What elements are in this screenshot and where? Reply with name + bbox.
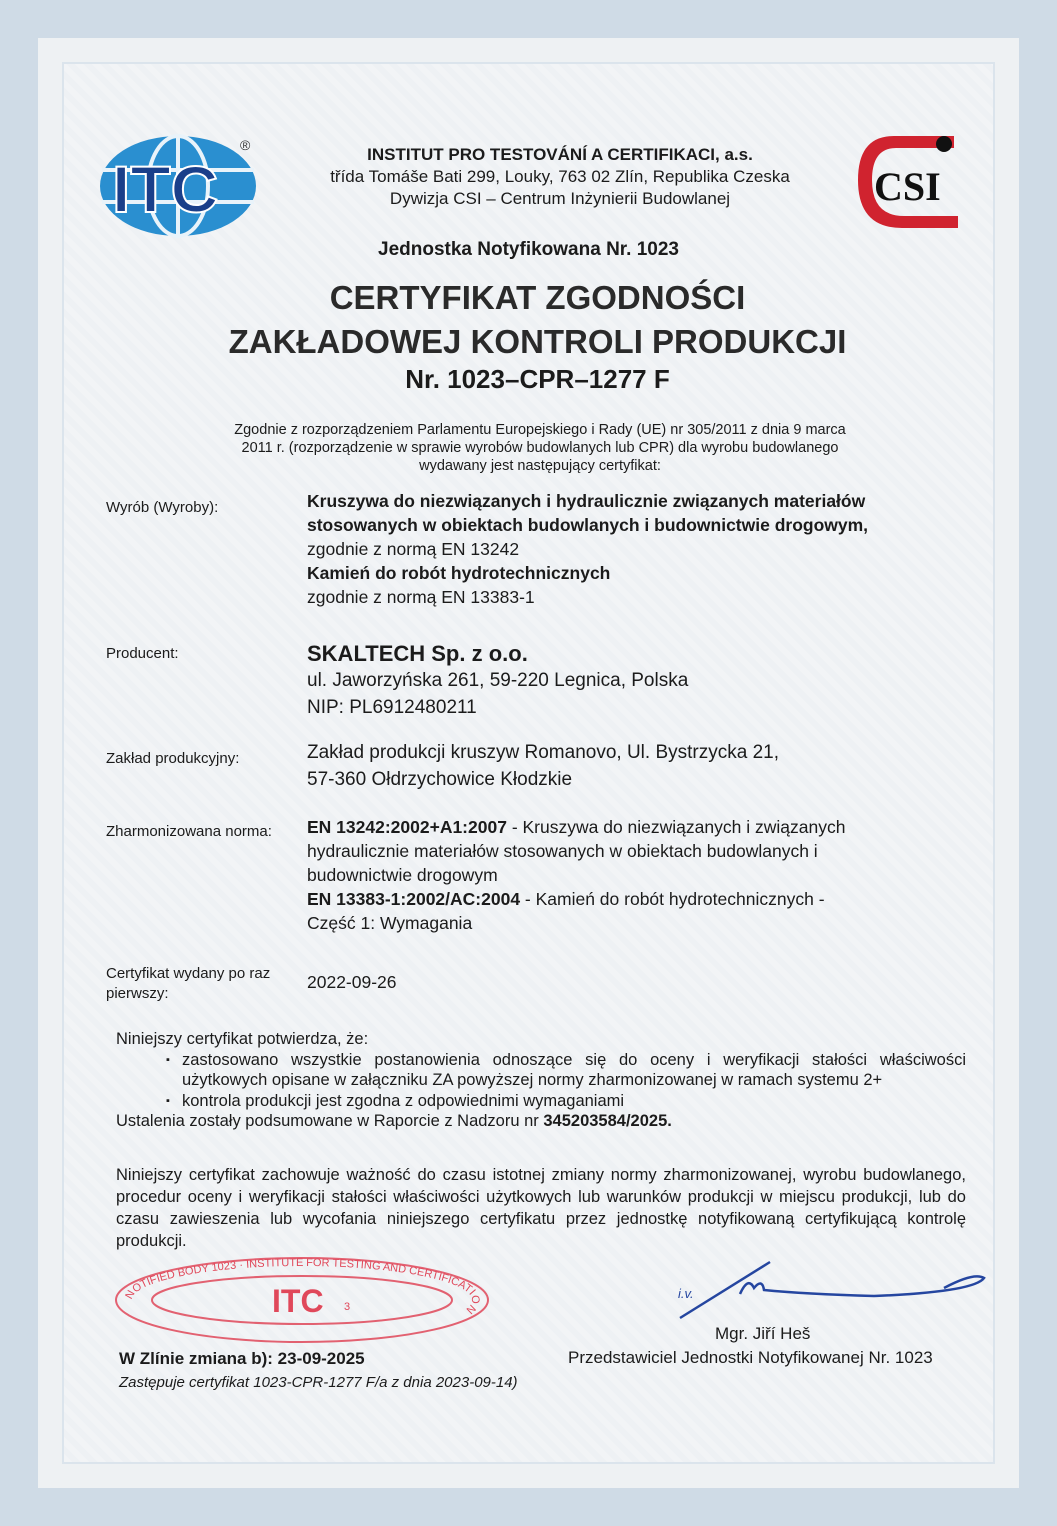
- confirmation-block: [116, 1029, 966, 1132]
- report-number: 345203584/2025.: [543, 1112, 672, 1130]
- first-issued-label: [106, 964, 270, 1004]
- producer-name: SKALTECH Sp. z o.o.: [307, 641, 528, 666]
- product-line: zgodnie z normą EN 13383-1: [307, 587, 535, 607]
- validity-text: Niniejszy certyfikat zachowuje ważność do czasu istotnej zmiany normy zharmonizowanej, wyrobu budowlanego, procedur oceny i weryfikacji stałości właściwości użytkowych lub warunków produkcji w miejscu produkcji, lub do czasu zawieszenia lub wycofania niniejszego certyfikatu przez jednostkę notyfikowaną certyfikującą kontrolę produkcji.: [116, 1166, 966, 1250]
- product-value: [307, 489, 987, 609]
- intro-line: 2011 r. (rozporządzenie w sprawie wyrobów budowlanych lub CPR) dla wyrobu budowlanego: [241, 440, 839, 456]
- standard-1-desc: - Kruszywa do niezwiązanych i związanych: [506, 817, 846, 837]
- certificate-title: [0, 276, 1057, 364]
- confirmation-item: ▪ zastosowano wszystkie postanowienia odnoszące się do oceny i weryfikacji stałości właściwości użytkowych opisane w załączniku ZA powyższej normy zharmonizowanej w ramach systemu 2+: [182, 1050, 966, 1091]
- intro-text: [100, 421, 980, 475]
- itc-logo: [98, 132, 268, 240]
- svg-text:ITC: ITC: [112, 152, 219, 226]
- csi-logo: [852, 130, 964, 234]
- producer-value: [307, 640, 987, 721]
- standard-1-code: EN 13242:2002+A1:2007: [307, 817, 507, 837]
- product-line: stosowanych w obiektach budowlanych i budownictwie drogowym,: [307, 515, 869, 535]
- producer-label: Producent:: [106, 645, 179, 662]
- stamp-center: ITC: [272, 1283, 324, 1319]
- institute-address: třída Tomáše Bati 299, Louky, 763 02 Zlín, Republika Czeska: [330, 167, 790, 186]
- standard-label: Zharmonizowana norma:: [106, 823, 272, 840]
- confirmation-item: ▪ kontrola produkcji jest zgodna z odpowiednimi wymaganiami: [182, 1091, 966, 1112]
- plant-label: Zakład produkcyjny:: [106, 750, 240, 767]
- standard-1-line: hydraulicznie materiałów stosowanych w obiektach budowlanych i: [307, 841, 818, 861]
- signer-name: Mgr. Jiří Heš: [715, 1324, 811, 1343]
- csi-logo-text: CSI: [874, 164, 941, 209]
- intro-line: wydawany jest następujący certyfikat:: [419, 458, 661, 474]
- title-line-2: ZAKŁADOWEJ KONTROLI PRODUKCJI: [228, 323, 847, 360]
- confirmation-lead: Niniejszy certyfikat potwierdza, że:: [116, 1030, 369, 1048]
- producer-nip: NIP: PL6912480211: [307, 697, 477, 718]
- product-line: zgodnie z normą EN 13242: [307, 539, 520, 559]
- confirmation-list: [116, 1050, 966, 1112]
- svg-text:NOTIFIED BODY 1023 · INSTITUTE: NOTIFIED BODY 1023 · INSTITUTE FOR TESTING AND CERTIFICATION: [123, 1256, 482, 1316]
- signer-role: Przedstawiciel Jednostki Notyfikowanej Nr. 1023: [568, 1348, 933, 1367]
- institute-division: Dywizja CSI – Centrum Inżynierii Budowlanej: [389, 189, 731, 208]
- label-line: pierwszy:: [106, 985, 169, 1002]
- official-stamp: [112, 1256, 492, 1344]
- institute-header: [260, 144, 860, 210]
- intro-line: Zgodnie z rozporządzeniem Parlamentu Europejskiego i Rady (UE) nr 305/2011 z dnia 9 marca: [234, 422, 846, 438]
- certificate-number: Nr. 1023–CPR–1277 F: [405, 364, 670, 394]
- product-label: Wyrób (Wyroby):: [106, 499, 219, 516]
- first-issued-value: 2022-09-26: [307, 972, 397, 992]
- summary-text: Ustalenia zostały podsumowane w Raporcie z Nadzoru nr: [116, 1112, 544, 1130]
- signature: [670, 1258, 990, 1320]
- product-line: Kruszywa do niezwiązanych i hydraulicznie związanych materiałów: [307, 491, 866, 511]
- standard-2-code: EN 13383-1:2002/AC:2004: [307, 889, 521, 909]
- producer-address: ul. Jaworzyńska 261, 59-220 Legnica, Polska: [307, 670, 689, 691]
- plant-value: [307, 739, 987, 793]
- standard-1-line: budownictwie drogowym: [307, 865, 498, 885]
- place-date: W Zlínie zmiana b): 23-09-2025: [119, 1349, 365, 1368]
- title-line-1: CERTYFIKAT ZGODNOŚCI: [329, 279, 746, 316]
- institute-name: INSTITUT PRO TESTOVÁNÍ A CERTIFIKACI, a.s.: [367, 145, 753, 164]
- notified-body: Jednostka Notyfikowana Nr. 1023: [378, 239, 679, 260]
- standard-2-desc: - Kamień do robót hydrotechnicznych -: [520, 889, 825, 909]
- standard-value: [307, 815, 987, 935]
- svg-text:i.v.: i.v.: [678, 1286, 694, 1301]
- label-line: Certyfikat wydany po raz: [106, 965, 271, 982]
- standard-2-line: Część 1: Wymagania: [307, 913, 473, 933]
- replaces-note: Zastępuje certyfikat 1023-CPR-1277 F/a z dnia 2023-09-14): [119, 1374, 518, 1391]
- svg-text:®: ®: [240, 137, 251, 153]
- product-line: Kamień do robót hydrotechnicznych: [307, 563, 611, 583]
- plant-line: 57-360 Ołdrzychowice Kłodzkie: [307, 769, 573, 790]
- plant-line: Zakład produkcji kruszyw Romanovo, Ul. Bystrzycka 21,: [307, 742, 779, 763]
- stamp-number: 3: [344, 1301, 351, 1313]
